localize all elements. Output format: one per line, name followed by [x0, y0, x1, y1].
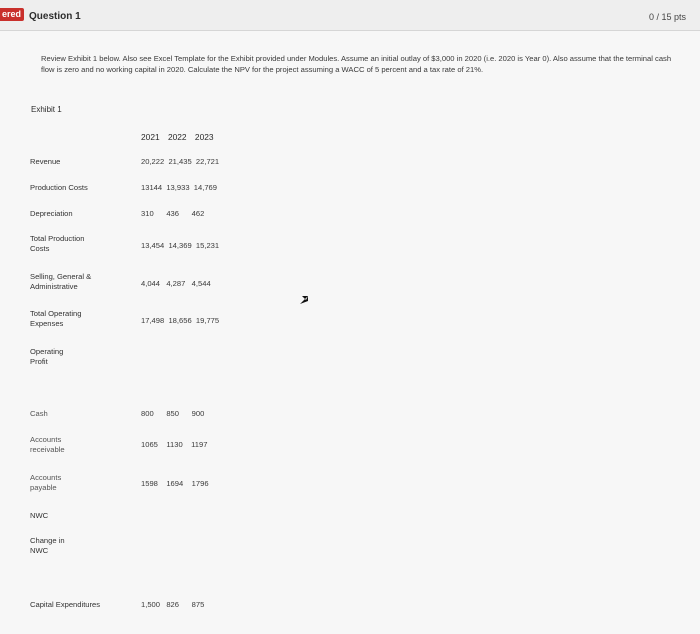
row-label-line: Administrative [30, 282, 78, 291]
row-label-line: Accounts [30, 473, 62, 482]
row-values-total-operating-expenses: 17,498 18,656 19,775 [141, 316, 220, 325]
row-label-line: Profit [30, 357, 48, 366]
row-label-line: payable [30, 483, 57, 492]
row-label-line: receivable [30, 445, 65, 454]
answered-status-badge: ered [0, 8, 24, 21]
question-prompt: Review Exhibit 1 below. Also see Excel Template for the Exhibit provided under Modules. Assume an initial outlay of $3,000 in 2020 (i.e. 2020 is Year 0). Also assume that the terminal cash flow is zero and no working capital in 2020. Calculate the NPV for the project assuming a WACC of 5 percent and a tax rate of 21%. [41, 54, 672, 74]
row-label-line: Costs [30, 244, 50, 253]
question-title: Question 1 [29, 11, 81, 22]
row-label-nwc: NWC [30, 511, 49, 520]
row-label-depreciation: Depreciation [30, 209, 73, 218]
row-values-revenue: 20,222 21,435 22,721 [141, 157, 220, 166]
row-label-line: Selling, General & [30, 272, 92, 281]
row-label-production-costs: Production Costs [30, 183, 88, 192]
question-header [0, 0, 700, 31]
row-values-production-costs: 13144 13,933 14,769 [141, 183, 218, 192]
row-label-cash: Cash [30, 409, 48, 418]
row-values-accounts-payable: 1598 1694 1796 [141, 479, 209, 488]
points-label: 0 / 15 pts [648, 12, 686, 22]
question-body [0, 31, 700, 634]
row-label-capital-expenditures: Capital Expenditures [30, 600, 101, 609]
row-label-line: Operating [30, 347, 64, 356]
row-values-total-production-costs: 13,454 14,369 15,231 [141, 241, 220, 250]
row-values-cash: 800 850 900 [141, 409, 205, 418]
row-label-total-operating-expenses [30, 309, 82, 329]
mouse-pointer-icon [298, 292, 310, 306]
row-label-line: NWC [30, 546, 49, 555]
row-label-line: Total Production [30, 234, 85, 243]
row-label-line: Expenses [30, 319, 64, 328]
row-values-capital-expenditures: 1,500 826 875 [141, 600, 205, 609]
row-label-accounts-receivable [30, 435, 65, 455]
row-label-change-nwc [30, 536, 65, 556]
row-label-operating-profit [30, 347, 63, 367]
row-label-accounts-payable [30, 473, 61, 493]
row-values-depreciation: 310 436 462 [141, 209, 205, 218]
exhibit-label: Exhibit 1 [31, 105, 62, 114]
row-label-line: Change in [30, 536, 65, 545]
row-label-total-production-costs [30, 234, 84, 254]
row-values-accounts-receivable: 1065 1130 1197 [141, 440, 208, 449]
row-values-sga: 4,044 4,287 4,544 [141, 279, 211, 288]
row-label-revenue: Revenue [30, 157, 61, 166]
row-label-line: Accounts [30, 435, 62, 444]
row-label-line: Total Operating [30, 309, 82, 318]
row-label-sga [30, 272, 91, 292]
year-header: 2021 2022 2023 [141, 132, 214, 142]
